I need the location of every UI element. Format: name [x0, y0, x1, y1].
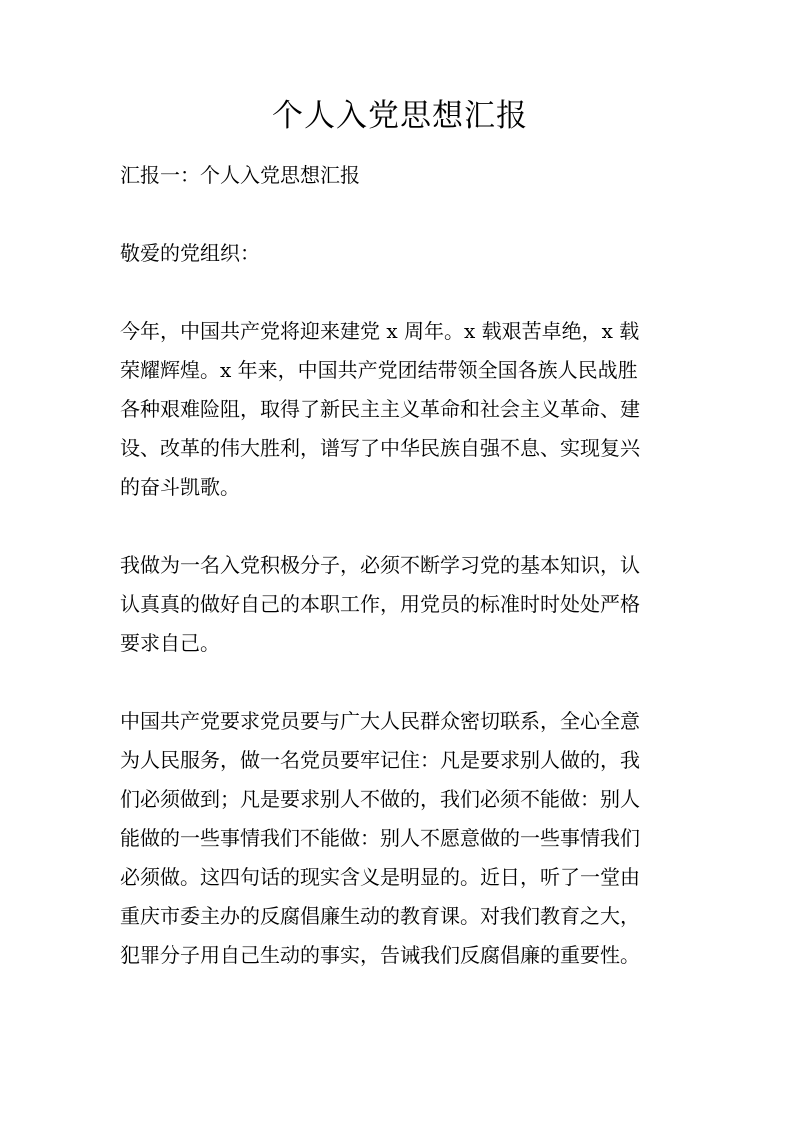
paragraph-3: [120, 702, 688, 975]
salutation: 敬爱的党组织：: [120, 241, 260, 265]
paragraph-line: 今年，中国共产党将迎来建党 x 周年。x 载艰苦卓绝，x 载: [120, 319, 640, 343]
paragraph-line: 重庆市委主办的反腐倡廉生动的教育课。对我们教育之大，: [120, 904, 640, 928]
paragraph-1: [120, 312, 688, 507]
paragraph-line: 设、改革的伟大胜利，谱写了中华民族自强不息、实现复兴: [120, 436, 640, 460]
document-body: [120, 156, 688, 1014]
paragraph-line: 必须做。这四句话的现实含义是明显的。近日，听了一堂由: [120, 865, 640, 889]
paragraph-line: 认真真的做好自己的本职工作，用党员的标准时时处处严格: [120, 592, 640, 616]
report-subtitle: 汇报一：个人入党思想汇报: [120, 163, 360, 187]
paragraph-line: 荣耀辉煌。x 年来，中国共产党团结带领全国各族人民战胜: [120, 358, 638, 382]
paragraph-line: 犯罪分子用自己生动的事实，告诫我们反腐倡廉的重要性。: [120, 943, 640, 967]
paragraph-2: [120, 546, 688, 663]
paragraph-line: 为人民服务，做一名党员要牢记住：凡是要求别人做的，我: [120, 748, 640, 772]
paragraph-line: 们必须做到；凡是要求别人不做的，我们必须不能做：别人: [120, 787, 640, 811]
paragraph-line: 我做为一名入党积极分子，必须不断学习党的基本知识，认: [120, 553, 640, 577]
paragraph-line: 能做的一些事情我们不能做：别人不愿意做的一些事情我们: [120, 826, 640, 850]
paragraph-line: 的奋斗凯歌。: [120, 475, 240, 499]
paragraph-line: 中国共产党要求党员要与广大人民群众密切联系，全心全意: [120, 709, 640, 733]
paragraph-line: 要求自己。: [120, 631, 220, 655]
document-title: 个人入党思想汇报: [272, 98, 528, 134]
paragraph-line: 各种艰难险阻，取得了新民主主义革命和社会主义革命、建: [120, 397, 640, 421]
